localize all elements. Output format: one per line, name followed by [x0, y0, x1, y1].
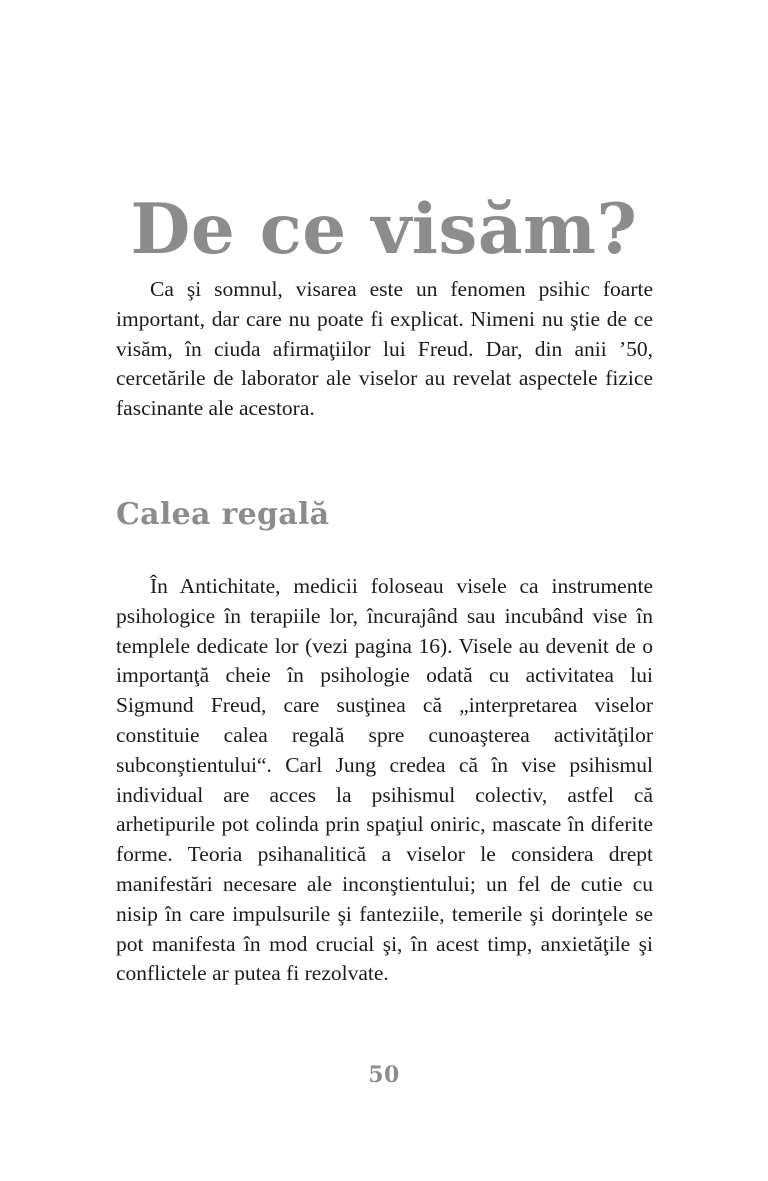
section-body-paragraph: În Antichitate, medicii foloseau visele ca instrumente psihologice în terapiile lor, încurajând sau incubând vise în templele dedicate lor (vezi pagina 16). Visele au devenit de o importanţă cheie în psihologie odată cu activitatea lui Sigmund Freud, care susţinea că „interpretarea viselor constituie calea regală spre cunoaşterea activităţilor subconştientului“. Carl Jung credea că în vise psihismul individual are acces la psihismul colectiv, astfel că arhetipurile pot colinda prin spaţiul oniric, mascate în diferite forme. Teoria psihanalitică a viselor le considera drept manifestări necesare ale inconştientului; un fel de cutie cu nisip în care impulsurile şi fanteziile, temerile şi dorinţele se pot manifesta în mod crucial şi, în acest timp, anxietăţile şi conflictele ar putea fi rezolvate.	[116, 573, 653, 986]
page-number: 50	[368, 1062, 400, 1088]
intro-paragraph: Ca şi somnul, visarea este un fenomen psihic foarte important, dar care nu poate fi explicat. Nimeni nu ştie de ce visăm, în ciuda afirmaţiilor lui Freud. Dar, din anii ’50, cercetările de laborator ale viselor au revelat aspectele fizice fascinante ale acestora.	[116, 277, 653, 421]
section-heading-calea-regala: Calea regală	[116, 496, 330, 532]
text-column	[116, 275, 653, 989]
page-title: De ce visăm?	[130, 189, 638, 271]
spacer-after-section-heading	[116, 532, 653, 572]
spacer-before-section-heading	[116, 424, 653, 498]
